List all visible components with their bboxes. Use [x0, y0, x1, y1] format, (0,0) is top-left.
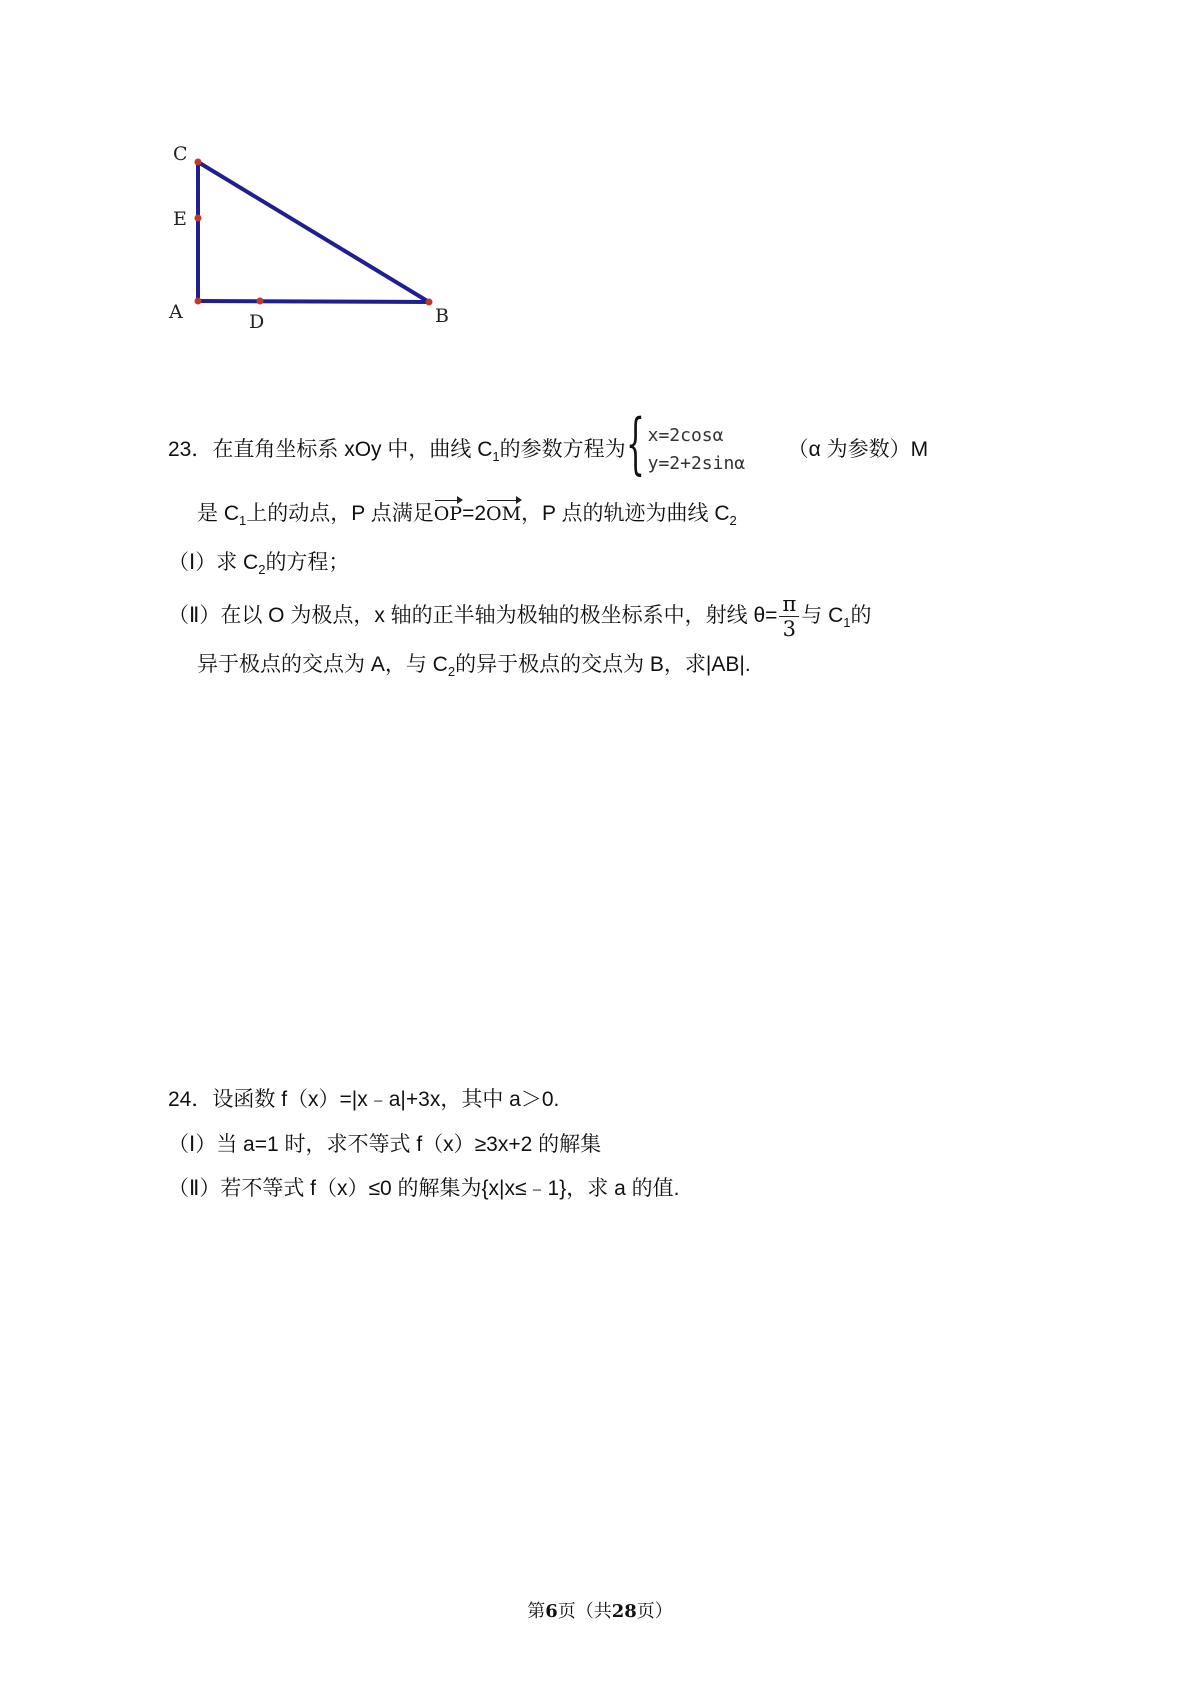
label-D: D [249, 311, 265, 333]
point-A [195, 298, 202, 305]
parametric-equations: { x=2cosα y=2+2sinα [625, 405, 746, 483]
vector-OM: OM [486, 499, 521, 529]
label-E: E [173, 208, 187, 230]
page-footer: 第6页（共28页） [527, 1601, 673, 1622]
point-C [195, 159, 202, 166]
vector-OP: OP [434, 499, 462, 529]
point-E [195, 215, 202, 222]
q24-line1: 24．设函数 f（x）=|x﹣a|+3x，其中 a＞0. [168, 1088, 560, 1111]
segment-CB [198, 162, 429, 302]
label-B: B [435, 305, 449, 327]
page-number: 6 [545, 1601, 558, 1622]
q23-part2-line2: 异于极点的交点为 A，与 $C_2$的异于极点的交点为 B，求|AB|. [197, 653, 751, 679]
fraction-pi-over-3: $\frac{\pi}{3}$ [779, 592, 799, 641]
q23-part2: （Ⅱ）在以 O 为极点，x 轴的正半轴为极轴的极坐标系中，射线 θ= $\frac{\pi}{3}$ 与 $C_1$的 [168, 591, 872, 641]
label-A: A [169, 301, 183, 323]
triangle-lines [198, 162, 429, 302]
point-B [426, 299, 433, 306]
segment-AB [198, 301, 429, 302]
point-D [257, 298, 264, 305]
q24-part2: （Ⅱ）若不等式 f（x）≤0 的解集为{x|x≤﹣1}，求 a 的值. [168, 1177, 680, 1200]
q23-part1: （Ⅰ）求 $C_2$的方程； [168, 551, 350, 577]
q23-line2: 是 $C_1$上的动点，P 点满足OP=2OM，P 点的轨迹为曲线 $C_2$ [197, 499, 737, 536]
label-C: C [173, 143, 188, 165]
q23-line1: 23．在直角坐标系 xOy 中，曲线 $C_1$的参数方程为 { x=2cosα y=2+2sinα （α 为参数）M [168, 405, 929, 483]
total-pages: 28 [611, 1601, 637, 1622]
q24-part1: （Ⅰ）当 a=1 时，求不等式 f（x）≥3x+2 的解集 [168, 1133, 602, 1156]
triangle-figure [165, 140, 485, 370]
